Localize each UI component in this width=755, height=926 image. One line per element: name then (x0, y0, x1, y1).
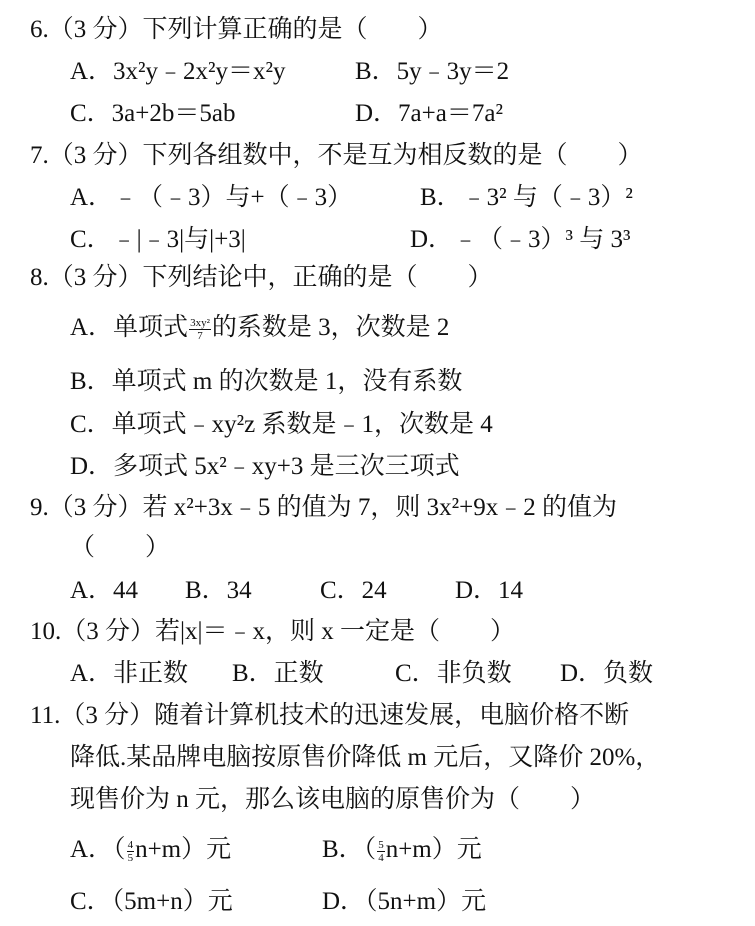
fraction-numerator: 5 (378, 838, 384, 851)
question-11-stem-line-3: 现售价为 n 元，那么该电脑的原售价为（ ） (70, 786, 596, 813)
option-a-prefix: A．单项式 (70, 314, 189, 341)
question-10-option-a: A．非正数 (70, 660, 189, 687)
question-11-stem: 11.（3 分）随着计算机技术的迅速发展，电脑价格不断 (30, 702, 630, 729)
question-9-option-c: C．24 (320, 577, 387, 604)
question-11-option-d: D．（5n+m）元 (322, 888, 487, 915)
fraction (189, 317, 211, 342)
fraction-denominator: 7 (197, 329, 203, 342)
question-8-option-c: C．单项式﹣xy²z 系数是﹣1，次数是 4 (70, 411, 493, 438)
question-11-stem-line-2: 降低.某品牌电脑按原售价降低 m 元后，又降价 20%， (70, 744, 661, 771)
question-6-option-d: D．7a+a＝7a² (355, 100, 503, 127)
fraction (127, 839, 135, 864)
question-10-option-d: D．负数 (560, 660, 654, 687)
option-b-suffix: n+m）元 (385, 836, 482, 863)
question-8-option-d: D．多项式 5x²﹣xy+3 是三次三项式 (70, 453, 460, 480)
question-7-option-a: A．﹣（﹣3）与+（﹣3） (70, 184, 353, 211)
question-6-option-b: B．5y﹣3y＝2 (355, 58, 510, 85)
question-9-option-d: D．14 (455, 577, 524, 604)
question-9-stem-continuation: （ ） (70, 534, 171, 561)
option-b-prefix: B．（ (322, 836, 377, 863)
fraction-numerator: 4 (127, 838, 134, 851)
question-7-option-b: B．﹣3² 与（﹣3）² (420, 184, 633, 211)
question-10-option-b: B．正数 (232, 660, 324, 687)
question-9-stem: 9.（3 分）若 x²+3x﹣5 的值为 7，则 3x²+9x﹣2 的值为 (30, 494, 617, 521)
question-11-option-b (322, 834, 482, 866)
question-10-option-c: C．非负数 (395, 660, 512, 687)
question-7-option-c: C．﹣|﹣3|与|+3| (70, 226, 246, 253)
fraction-numerator: 3xy² (190, 316, 210, 329)
fraction (377, 839, 385, 864)
fraction-denominator: 4 (378, 851, 384, 864)
question-7-option-d: D．﹣（﹣3）³ 与 3³ (410, 226, 631, 253)
question-9-option-a: A．44 (70, 577, 139, 604)
question-9-option-b: B．34 (185, 577, 252, 604)
question-7-stem: 7.（3 分）下列各组数中，不是互为相反数的是（ ） (30, 142, 643, 169)
question-11-option-a (70, 834, 231, 866)
question-8-option-a (70, 312, 449, 344)
fraction-denominator: 5 (127, 851, 134, 864)
question-8-option-b: B．单项式 m 的次数是 1，没有系数 (70, 368, 463, 395)
option-a-suffix: n+m）元 (135, 836, 232, 863)
option-a-prefix: A．（ (70, 836, 126, 863)
question-6-option-a: A．3x²y﹣2x²y＝x²y (70, 58, 286, 85)
question-6-option-c: C．3a+2b＝5ab (70, 100, 236, 127)
option-a-suffix: 的系数是 3，次数是 2 (211, 314, 450, 341)
question-10-stem: 10.（3 分）若|x|＝﹣x，则 x 一定是（ ） (30, 618, 516, 645)
question-6-stem: 6.（3 分）下列计算正确的是（ ） (30, 16, 443, 43)
question-8-stem: 8.（3 分）下列结论中，正确的是（ ） (30, 264, 493, 291)
question-11-option-c: C．（5m+n）元 (70, 888, 233, 915)
